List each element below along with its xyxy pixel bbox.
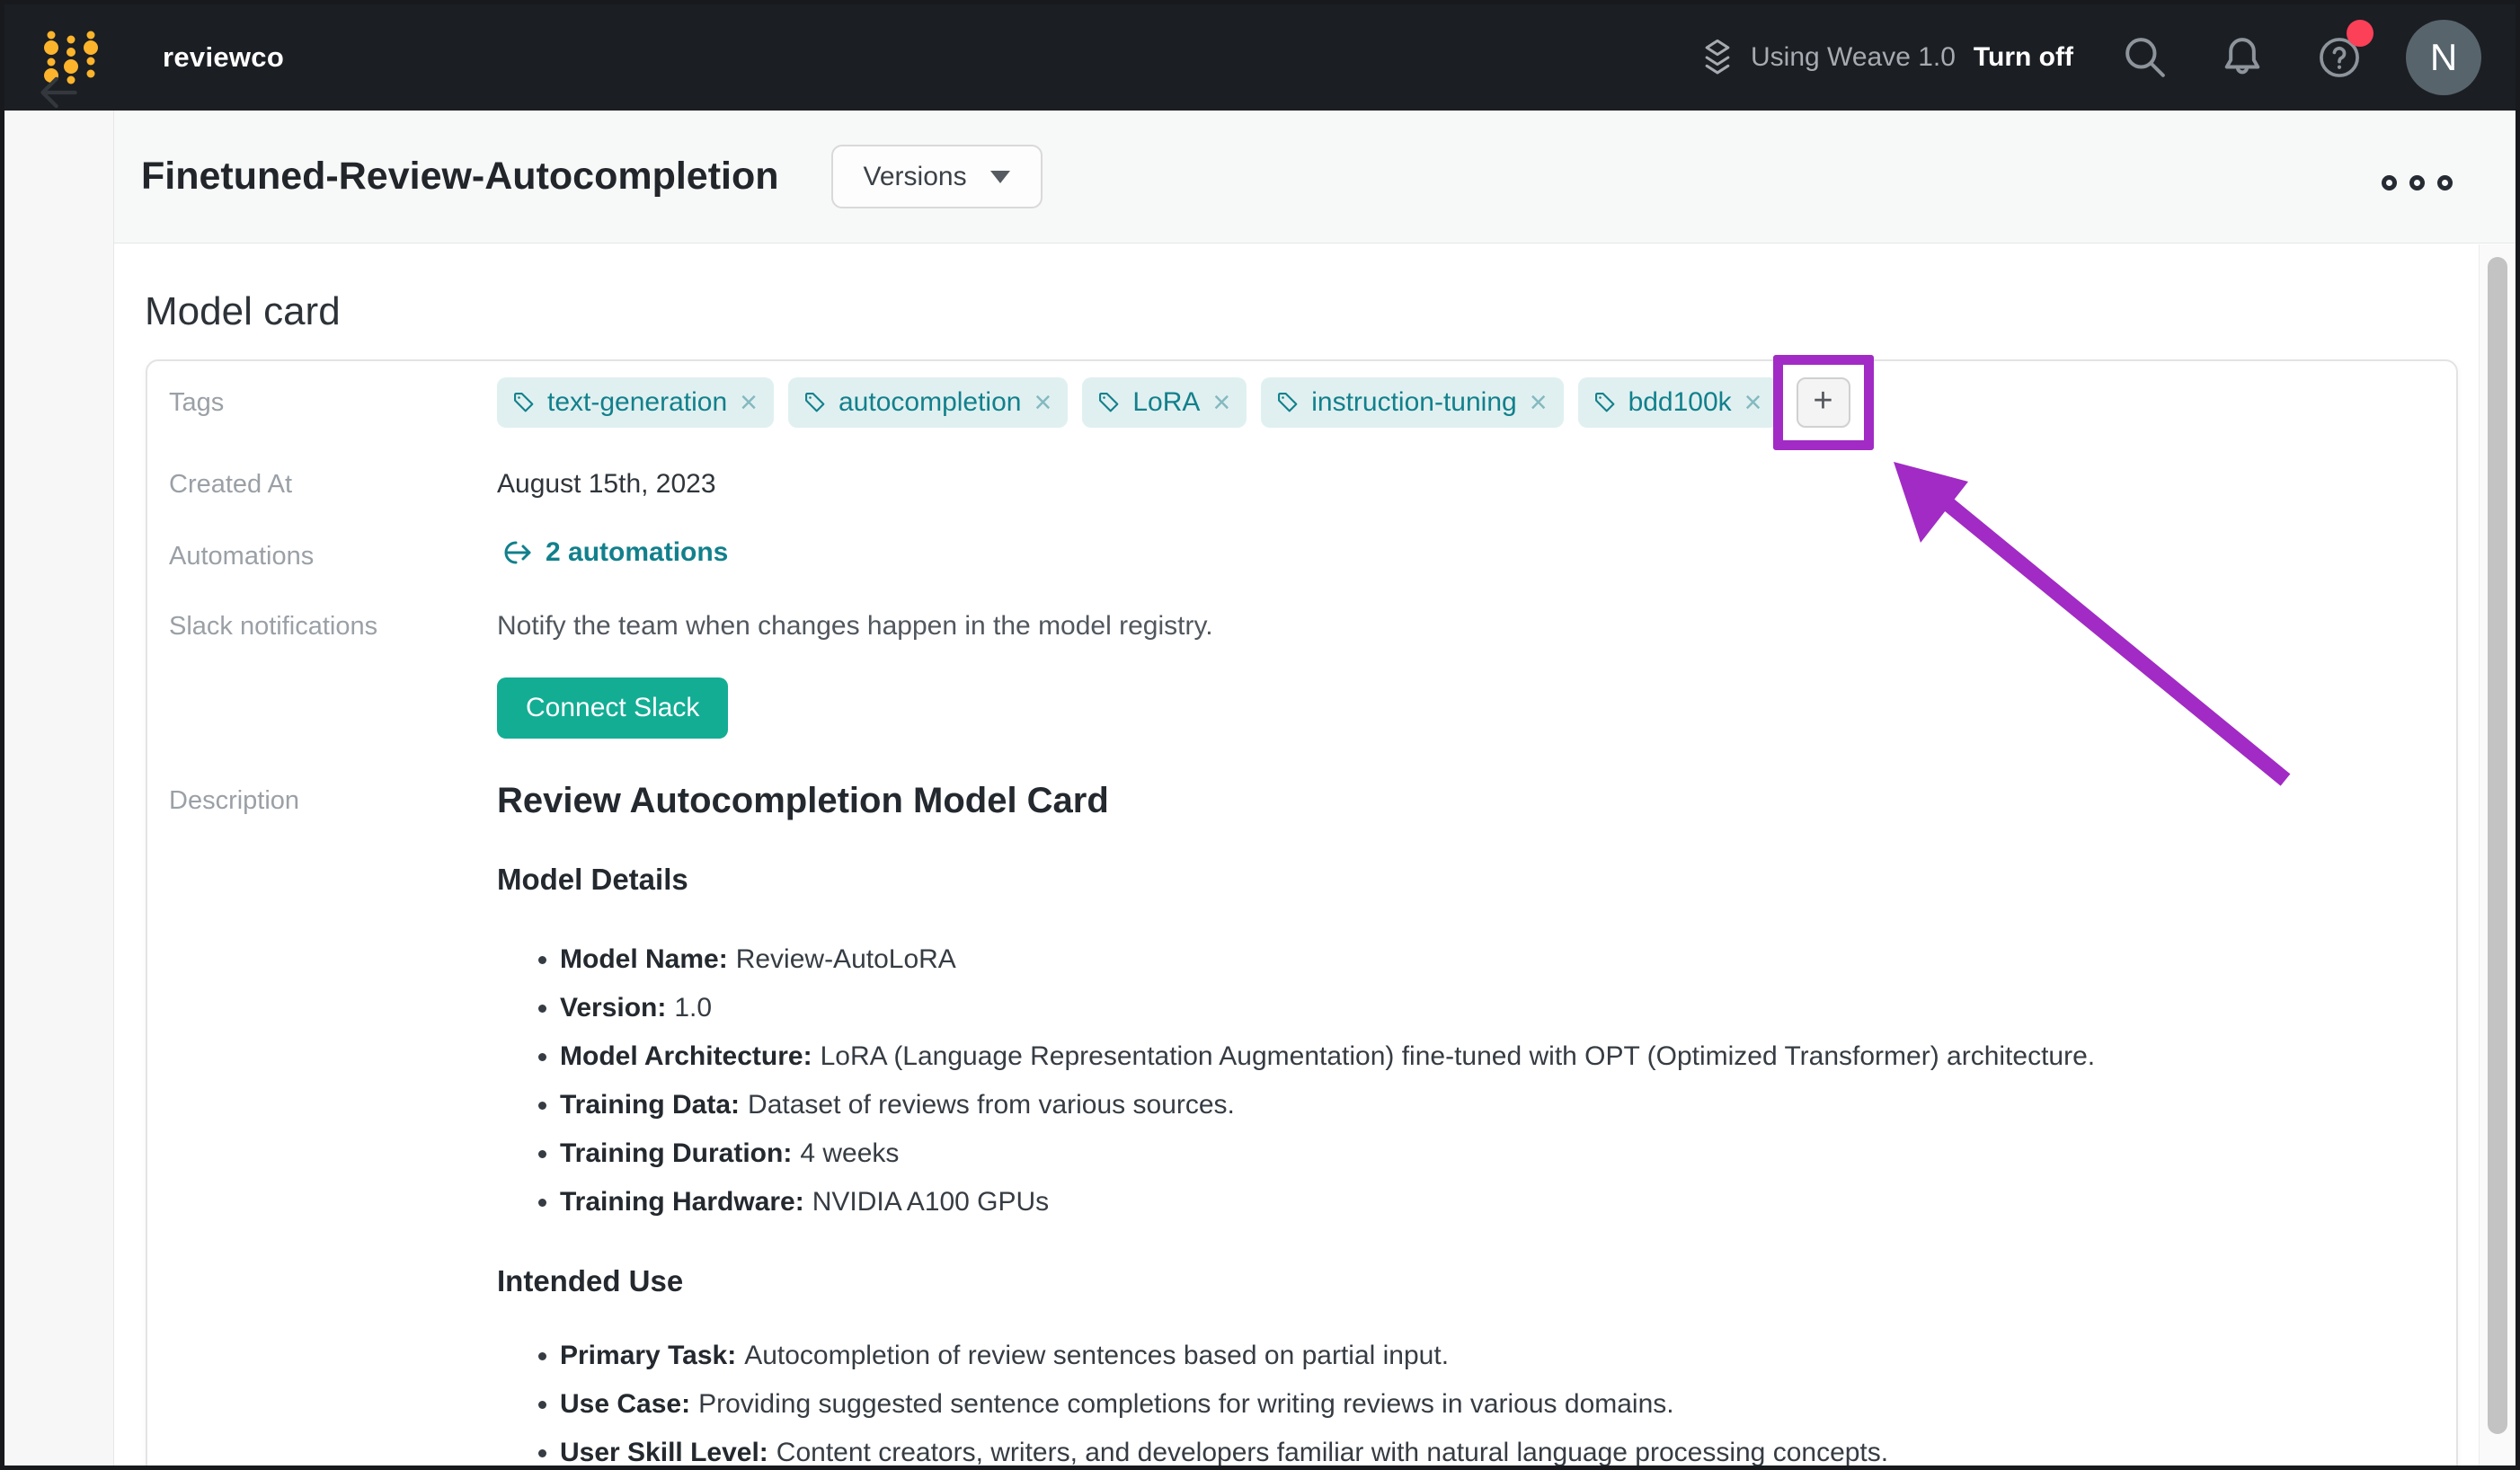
description-content [497,778,2435,1470]
tag-label: LoRA [1132,387,1201,417]
versions-button[interactable] [831,145,1043,208]
description-label: Description [169,786,300,815]
list-item: • Version: 1.0 [560,992,2435,1023]
tag-pill [497,377,774,428]
chevron-down-icon [990,171,1010,183]
avatar-initial: N [2429,36,2458,78]
add-tag-button[interactable] [1797,377,1850,428]
plus-icon: + [1813,381,1833,420]
tag-pill [788,377,1068,428]
avatar[interactable] [2406,20,2481,95]
automation-arrow-icon [497,537,533,568]
list-item: • Training Hardware: NVIDIA A100 GPUs [560,1186,2435,1218]
list-item: • Training Data: Dataset of reviews from various sources. [560,1089,2435,1120]
section-title: Model card [145,289,341,333]
close-icon[interactable]: × [740,385,758,420]
slack-description: Notify the team when changes happen in the model registry. [497,611,1213,641]
close-icon[interactable]: × [1529,385,1548,420]
tag-pill [1578,377,1779,428]
bell-icon[interactable] [2217,32,2267,83]
turn-off-button[interactable]: Turn off [1973,42,2073,72]
close-icon[interactable]: × [1034,385,1052,420]
connect-slack-button[interactable]: Connect Slack [497,677,728,739]
tag-label: instruction-tuning [1311,387,1517,417]
list-item: • User Skill Level: Content creators, writers, and developers familiar with natural language processing concepts. [560,1437,2435,1468]
tag-icon [1096,390,1122,415]
tag-icon [511,390,537,415]
tag-icon [803,390,828,415]
versions-button-label: Versions [863,161,967,191]
tag-pill [1082,377,1247,428]
help-icon[interactable] [2314,32,2365,83]
tags-label: Tags [169,388,225,417]
scrollbar-thumb[interactable] [2488,257,2507,1434]
list-item: • Primary Task: Autocompletion of review sentences based on partial input. [560,1340,2435,1371]
list-item: • Training Duration: 4 weeks [560,1138,2435,1169]
automations-row [169,537,2435,575]
back-arrow-icon[interactable] [33,67,84,118]
list-item: • Model Name: Review-AutoLoRA [560,943,2435,975]
created-at-value: August 15th, 2023 [497,469,716,499]
intended-use-heading: Intended Use [497,1264,684,1297]
tag-icon [1275,390,1300,415]
model-details-heading: Model Details [497,863,688,896]
weave-status-label: Using Weave 1.0 [1751,42,1956,72]
tag-pill [1261,377,1563,428]
overflow-menu-icon[interactable] [2382,175,2453,190]
brand-name[interactable]: reviewco [163,41,285,73]
automations-link-label: 2 automations [546,537,729,567]
automations-label: Automations [169,542,315,571]
close-icon[interactable]: × [1212,385,1231,420]
slack-row [169,607,2435,645]
model-card-panel [146,359,2458,1470]
notification-dot [2347,20,2374,47]
top-navbar [4,4,2516,111]
page-title: Finetuned-Review-Autocompletion [141,155,779,198]
created-at-row [169,465,2435,503]
description-heading: Review Autocompletion Model Card [497,781,1109,820]
annotation-arrow [1838,401,2305,805]
tag-label: autocompletion [839,387,1022,417]
created-at-label: Created At [169,470,293,499]
main-content [115,244,2478,1466]
intended-use-list [497,1340,2435,1468]
left-rail [4,111,114,1466]
description-row [169,778,2435,1470]
weave-layers-icon [1699,38,1736,77]
list-item: • Use Case: Providing suggested sentence completions for writing reviews in various domains. [560,1388,2435,1420]
automations-link[interactable] [497,537,2435,568]
slack-label: Slack notifications [169,612,378,641]
tag-icon [1593,390,1618,415]
weave-status [1699,38,1956,77]
page-header [114,111,2516,244]
search-icon[interactable] [2120,32,2170,83]
close-icon[interactable]: × [1744,385,1762,420]
list-item: • Model Architecture: LoRA (Language Representation Augmentation) fine-tuned with OPT (Optimized Transformer) architecture. [560,1041,2435,1072]
connect-slack-row [169,677,2435,739]
tag-label: text-generation [547,387,728,417]
model-details-list [497,943,2435,1218]
tags-row [169,377,2435,428]
scrollbar-track [2479,244,2516,1466]
tag-label: bdd100k [1628,387,1732,417]
